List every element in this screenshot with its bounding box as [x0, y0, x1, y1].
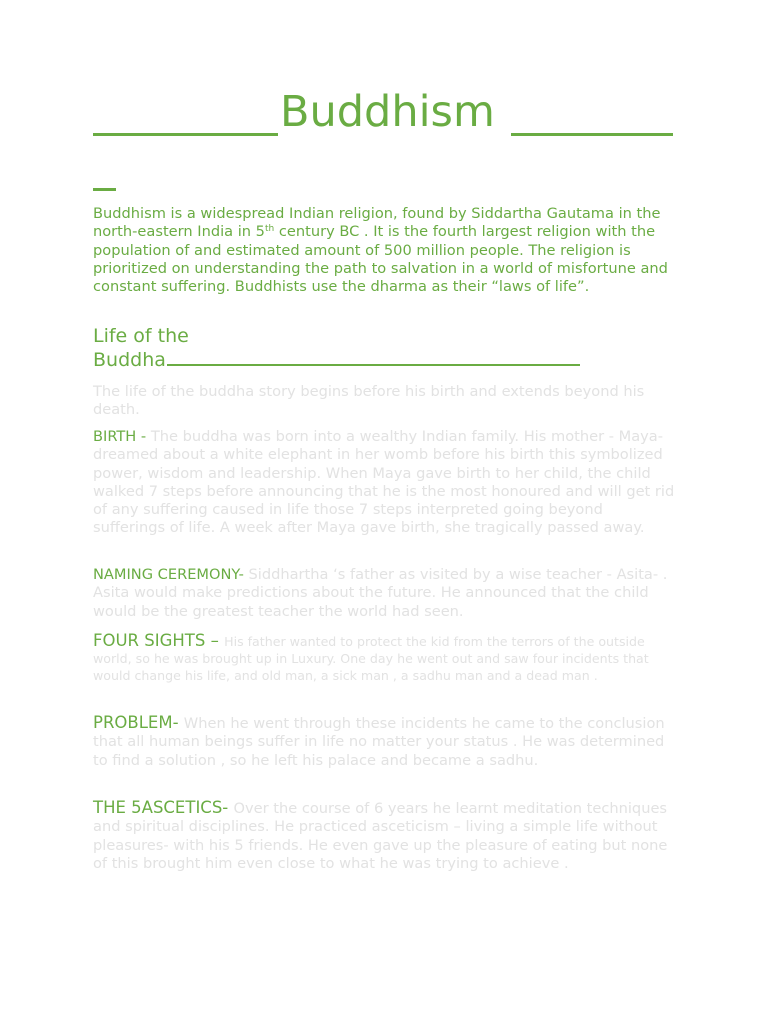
intro-text-end: century BC . It is the fourth largest religion with the population of and estimated amount of 500 million people. The religion is prioritized on understanding the path to salvation in a world of misfortune and constant suffering. Buddhists use the dharma as their “laws of life”.: [93, 223, 668, 296]
heading-underline: [167, 364, 580, 366]
naming-ceremony-text: Siddhartha ‘s father as visited by a wise teacher - Asita- . Asita would make predictions about the future. He announced that the child would be the greatest teacher the world had seen.: [93, 566, 668, 620]
ascetics-text: Over the course of 6 years he learnt meditation techniques and spiritual disciplines. He practiced asceticism – living a simple life without pleasures- with his 5 friends. He even gave up the pleasure of eating but none of this brought him even close to what he was trying to achieve .: [93, 800, 668, 872]
four-sights-text: His father wanted to protect the kid from the terrors of the outside world, so he was brought up in Luxury. One day he went out and saw four incidents that would change his life, and old man, a sick man , a sadhu man and a dead man .: [93, 634, 649, 683]
intro-text-start: Buddhism is a widespread Indian religion, found by Siddartha Gautama in the north-eastern India in 5: [93, 205, 661, 241]
heading-line-2: [93, 348, 673, 372]
title-underline-right: [511, 133, 673, 136]
heading-line-2-text: Buddha: [93, 349, 166, 371]
title-underline-tail: [93, 188, 116, 191]
problem-text: When he went through these incidents he came to the conclusion that all human beings suffer in life no matter your status . He was determined to find a solution , so he left his palace and became a sadhu.: [93, 715, 665, 769]
problem-label: PROBLEM-: [93, 713, 184, 732]
title-row: [93, 88, 678, 140]
intro-paragraph: [93, 205, 673, 296]
birth-paragraph: [93, 428, 678, 538]
naming-ceremony-label: NAMING CEREMONY-: [93, 566, 249, 583]
title-underline-left: [93, 133, 278, 136]
life-intro-paragraph: The life of the buddha story begins before his birth and extends beyond his death.: [93, 383, 645, 419]
birth-label: BIRTH -: [93, 428, 151, 445]
birth-text: The buddha was born into a wealthy Indian family. His mother - Maya- dreamed about a white elephant in her womb before his birth this symbolized power, wisdom and leadership. When Maya gave birth to her child, the child walked 7 steps before announcing that he is the most honoured and will get rid of any suffering caused in life those 7 steps interpreted going beyond sufferings of life. A week after Maya gave birth, she tragically passed away.: [93, 428, 675, 537]
page-title: Buddhism: [280, 87, 495, 137]
problem-paragraph: [93, 714, 678, 770]
naming-ceremony-paragraph: [93, 566, 678, 621]
intro-superscript: th: [264, 224, 275, 235]
four-sights-paragraph: [93, 632, 678, 684]
ascetics-label: THE 5ASCETICS-: [93, 798, 234, 817]
life-of-buddha-heading: [93, 324, 673, 372]
four-sights-label: FOUR SIGHTS –: [93, 631, 225, 650]
heading-line-1: Life of the: [93, 325, 189, 347]
ascetics-paragraph: [93, 799, 678, 873]
